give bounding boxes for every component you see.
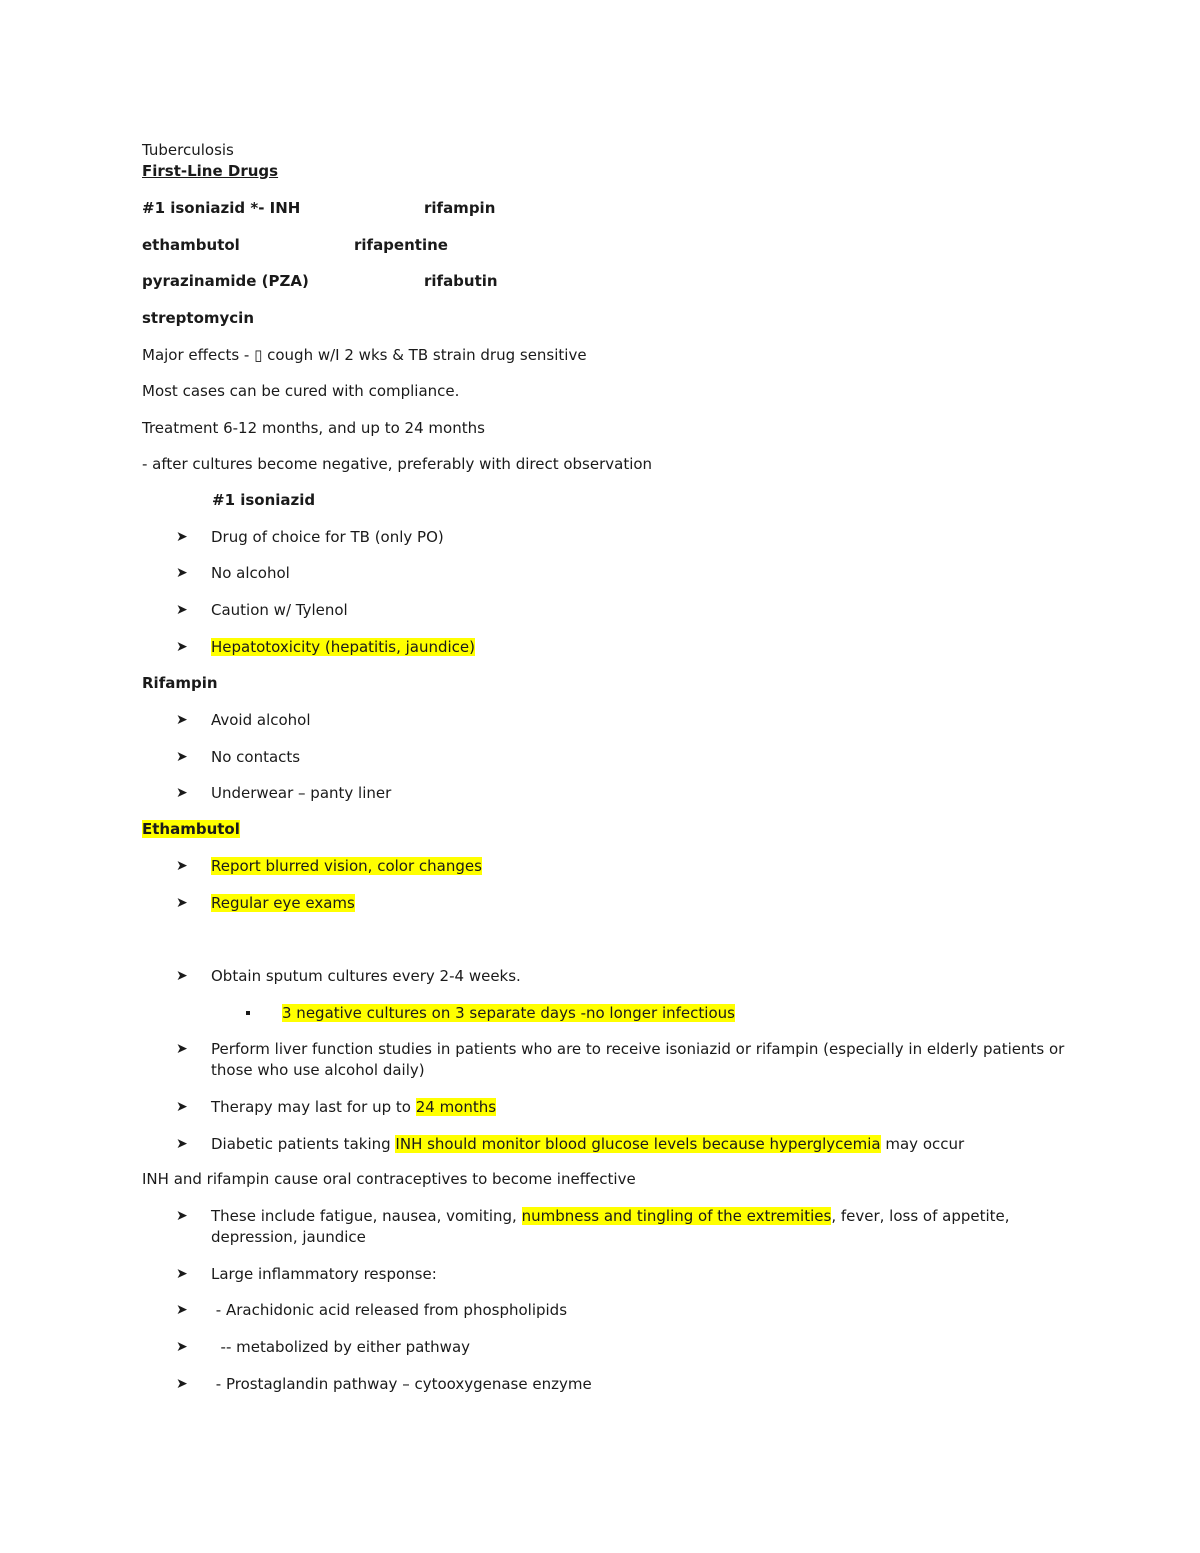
bullet-arrow-icon: ➤ bbox=[176, 1266, 188, 1282]
prostaglandin-item: - Prostaglandin pathway – cytooxygenase enzyme bbox=[211, 1375, 592, 1393]
side-effects-item: These include fatigue, nausea, vomiting, numbness and tingling of the extremities, fever, loss of appetite, depression, jaundice bbox=[211, 1207, 1010, 1246]
bullet-arrow-icon: ➤ bbox=[176, 565, 188, 581]
doc-title: Tuberculosis bbox=[142, 141, 234, 159]
drug-pyrazinamide: pyrazinamide (PZA) bbox=[142, 272, 309, 290]
bullet-arrow-icon: ➤ bbox=[176, 785, 188, 801]
bullet-arrow-icon: ➤ bbox=[176, 712, 188, 728]
therapy-duration-item: Therapy may last for up to 24 months bbox=[211, 1098, 497, 1116]
isoniazid-item-highlighted: Hepatotoxicity (hepatitis, jaundice) bbox=[211, 638, 476, 656]
arachidonic-acid-item: - Arachidonic acid released from phospholipids bbox=[211, 1301, 568, 1319]
drug-ethambutol: ethambutol bbox=[142, 236, 240, 254]
paragraph-after-cultures: - after cultures become negative, preferably with direct observation bbox=[142, 455, 653, 473]
bullet-arrow-icon: ➤ bbox=[176, 1376, 188, 1392]
rifampin-item: No contacts bbox=[211, 748, 301, 766]
bullet-arrow-icon: ➤ bbox=[176, 858, 188, 874]
bullet-arrow-icon: ➤ bbox=[176, 895, 188, 911]
paragraph-major-effects: Major effects - ▯ cough w/I 2 wks & TB strain drug sensitive bbox=[142, 346, 587, 364]
bullet-arrow-icon: ➤ bbox=[176, 1302, 188, 1318]
metabolized-item: -- metabolized by either pathway bbox=[211, 1338, 471, 1356]
drug-isoniazid: #1 isoniazid *- INH bbox=[142, 199, 301, 217]
bullet-arrow-icon: ➤ bbox=[176, 1041, 188, 1057]
liver-function-item: Perform liver function studies in patients who are to receive isoniazid or rifampin (especially in elderly patients or those who use alcohol daily) bbox=[211, 1040, 1065, 1079]
bullet-arrow-icon: ➤ bbox=[176, 529, 188, 545]
bullet-arrow-icon: ➤ bbox=[176, 602, 188, 618]
isoniazid-heading: #1 isoniazid bbox=[212, 491, 316, 509]
bullet-arrow-icon: ➤ bbox=[176, 968, 188, 984]
contraceptives-paragraph: INH and rifampin cause oral contraceptives to become ineffective bbox=[142, 1170, 636, 1188]
rifampin-item: Underwear – panty liner bbox=[211, 784, 392, 802]
bullet-arrow-icon: ➤ bbox=[176, 749, 188, 765]
sputum-cultures-item: Obtain sputum cultures every 2-4 weeks. bbox=[211, 967, 521, 985]
drug-rifabutin: rifabutin bbox=[424, 272, 498, 290]
paragraph-compliance: Most cases can be cured with compliance. bbox=[142, 382, 460, 400]
section-heading: First-Line Drugs bbox=[142, 162, 279, 180]
ethambutol-item-highlighted: Report blurred vision, color changes bbox=[211, 857, 482, 875]
square-bullet-icon bbox=[246, 1011, 250, 1015]
bullet-arrow-icon: ➤ bbox=[176, 1099, 188, 1115]
bullet-arrow-icon: ➤ bbox=[176, 1136, 188, 1152]
ethambutol-item-highlighted: Regular eye exams bbox=[211, 894, 355, 912]
diabetic-patients-item: Diabetic patients taking INH should monitor blood glucose levels because hyperglycemia may occur bbox=[211, 1135, 965, 1153]
rifampin-item: Avoid alcohol bbox=[211, 711, 311, 729]
drug-rifampin: rifampin bbox=[424, 199, 496, 217]
isoniazid-item: No alcohol bbox=[211, 564, 290, 582]
inflammatory-response-item: Large inflammatory response: bbox=[211, 1265, 437, 1283]
ethambutol-heading: Ethambutol bbox=[142, 820, 240, 838]
bullet-arrow-icon: ➤ bbox=[176, 1208, 188, 1224]
negative-cultures-subitem: 3 negative cultures on 3 separate days -no longer infectious bbox=[282, 1004, 735, 1022]
bullet-arrow-icon: ➤ bbox=[176, 639, 188, 655]
isoniazid-item: Caution w/ Tylenol bbox=[211, 601, 348, 619]
rifampin-heading: Rifampin bbox=[142, 674, 218, 692]
drug-streptomycin: streptomycin bbox=[142, 309, 255, 327]
isoniazid-item: Drug of choice for TB (only PO) bbox=[211, 528, 444, 546]
paragraph-treatment: Treatment 6-12 months, and up to 24 months bbox=[142, 419, 485, 437]
bullet-arrow-icon: ➤ bbox=[176, 1339, 188, 1355]
drug-rifapentine: rifapentine bbox=[354, 236, 448, 254]
